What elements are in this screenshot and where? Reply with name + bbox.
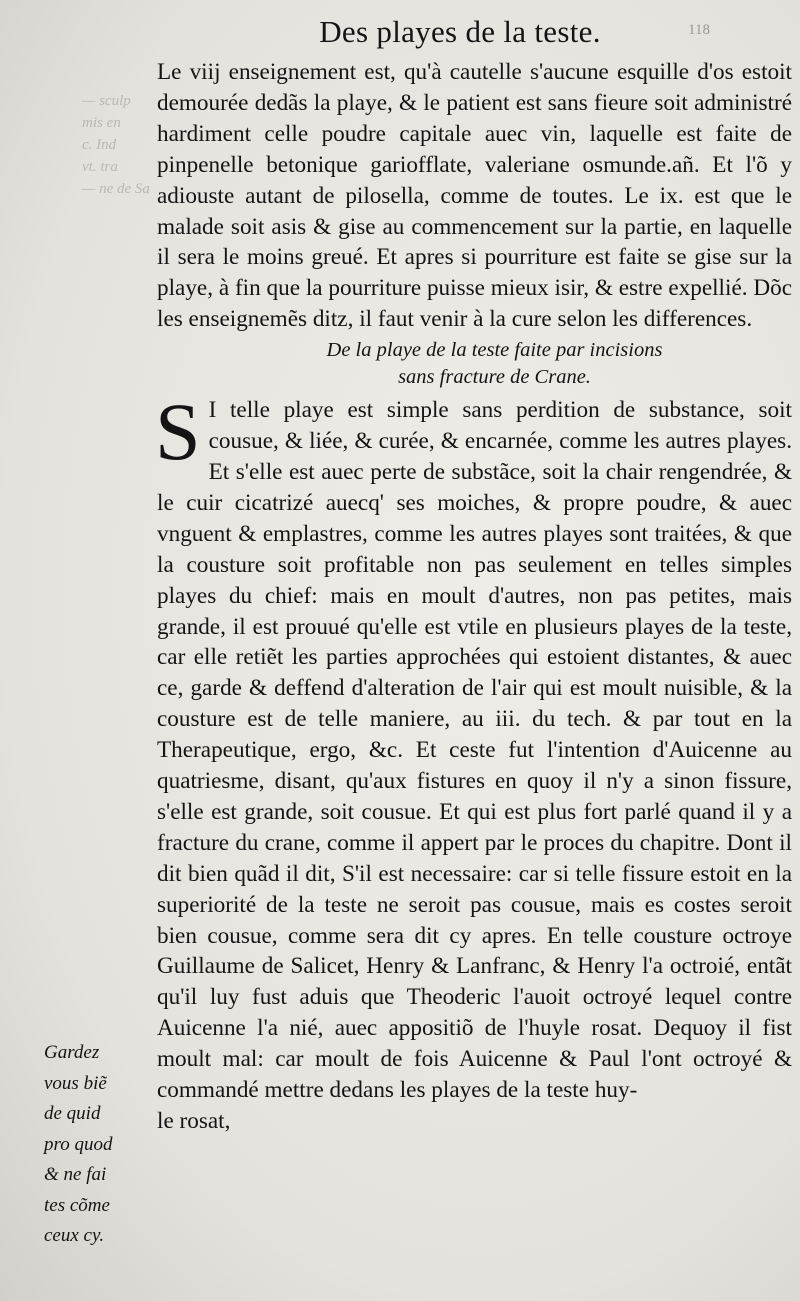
section-heading	[157, 337, 792, 391]
bleed-through-text	[82, 90, 152, 200]
margin-note-line: Gardez	[44, 1042, 100, 1063]
margin-note-line: pro quod	[44, 1133, 113, 1155]
bleed-line: — ne de Sa	[82, 181, 150, 197]
bleed-line: — sculp	[82, 93, 131, 109]
margin-note-line: tes cõme	[44, 1194, 110, 1216]
bleed-line: vt. tra	[82, 159, 118, 175]
paragraph-cure	[155, 386, 792, 1106]
margin-note-line: de quid	[44, 1103, 101, 1124]
text-block	[157, 57, 792, 1137]
bleed-line: c. Ind	[82, 137, 117, 153]
paragraph-cure-text: I telle playe est simple sans perdition de substance, soit cousue, & liée, & curée, & encarnée, comme les autres playes. Et s'elle est auec perte de substãce, soit la chair rengendrée, & le cuir cicatrizé auecq' ses moiches, & propre poudre, & auec vnguent & emplastres, comme les autres playes sont traitées, & que la cousture soit profitable non pas seulement en telles simples playes du chief: mais en moult d'autres, non pas petites, mais grande, il est prouué qu'elle est vtile en plusieurs playes de la teste, car elle retiẽt les parties approchées qui estoient distantes, & auec ce, garde & deffend d'alteration de l'air qui est moult nuisible, & la cousture est de telle maniere, au iii. du tech. & par tout en la Therapeutique, ergo, &c. Et ceste fut l'intention d'Auicenne au quatriesme, disant, qu'aux fistures en quoy il n'y a sinon fissure, s'elle est grande, soit cousue. Et qui est plus fort parlé quand il y a fracture du crane, comme il appert par le proces du chapitre. Dont il dit bien quãd il dit, S'il est necessaire: car si telle fissure estoit en la superiorité de la teste ne seroit pas cousue, mais es costes seroit bien cousue, comme sera dit cy apres. En telle cousture octroye Guillaume de Salicet, Henry & Lanfranc, & Henry l'a octroié, entãt qu'il luy fust aduis que Theoderic l'auoit octroyé lequel contre Auicenne l'a nié, auec appositiõ de l'huyle rosat. Dequoy il fist moult mal: car moult de fois Auicenne & Paul l'ont octroyé & commandé mettre dedans les playes de la teste huy-	[157, 397, 792, 1104]
margin-note-line: ceux cy.	[44, 1225, 105, 1246]
margin-note-line: & ne fai	[44, 1164, 107, 1185]
bleed-line: mis en	[82, 115, 121, 131]
catchword: le rosat,	[157, 1108, 231, 1134]
margin-note-line: vous biẽ	[44, 1072, 107, 1094]
drop-capital: S	[155, 386, 201, 478]
marginal-note	[44, 1038, 156, 1252]
section-heading-line2: sans fracture de Crane.	[398, 366, 591, 389]
paragraph-enseignements: Le viij enseignement est, qu'à cautelle s'aucune esquille d'os estoit demourée dedãs la playe, & le patient est sans fieure soit administré hardiment celle poudre capitale auec vin, laquelle est faite de pinpenelle betonique gariofflate, valeriane osmunde.añ. Et l'õ y adiouste autant de pilosella, comme de toutes. Le ix. est que le malade soit asis & gise au commencement sur la partie, en laquelle il sera le moins greué. Et apres si pourriture est faite se gise sur la playe, à fin que la pourriture puisse mieux isir, & estre expellié. Dõc les enseignemẽs ditz, il faut venir à la cure selon les differences.	[157, 59, 792, 333]
running-head: Des playes de la teste.	[319, 14, 601, 49]
page-number: 118	[688, 22, 710, 38]
section-heading-line1: De la playe de la teste faite par incisions	[326, 339, 663, 362]
